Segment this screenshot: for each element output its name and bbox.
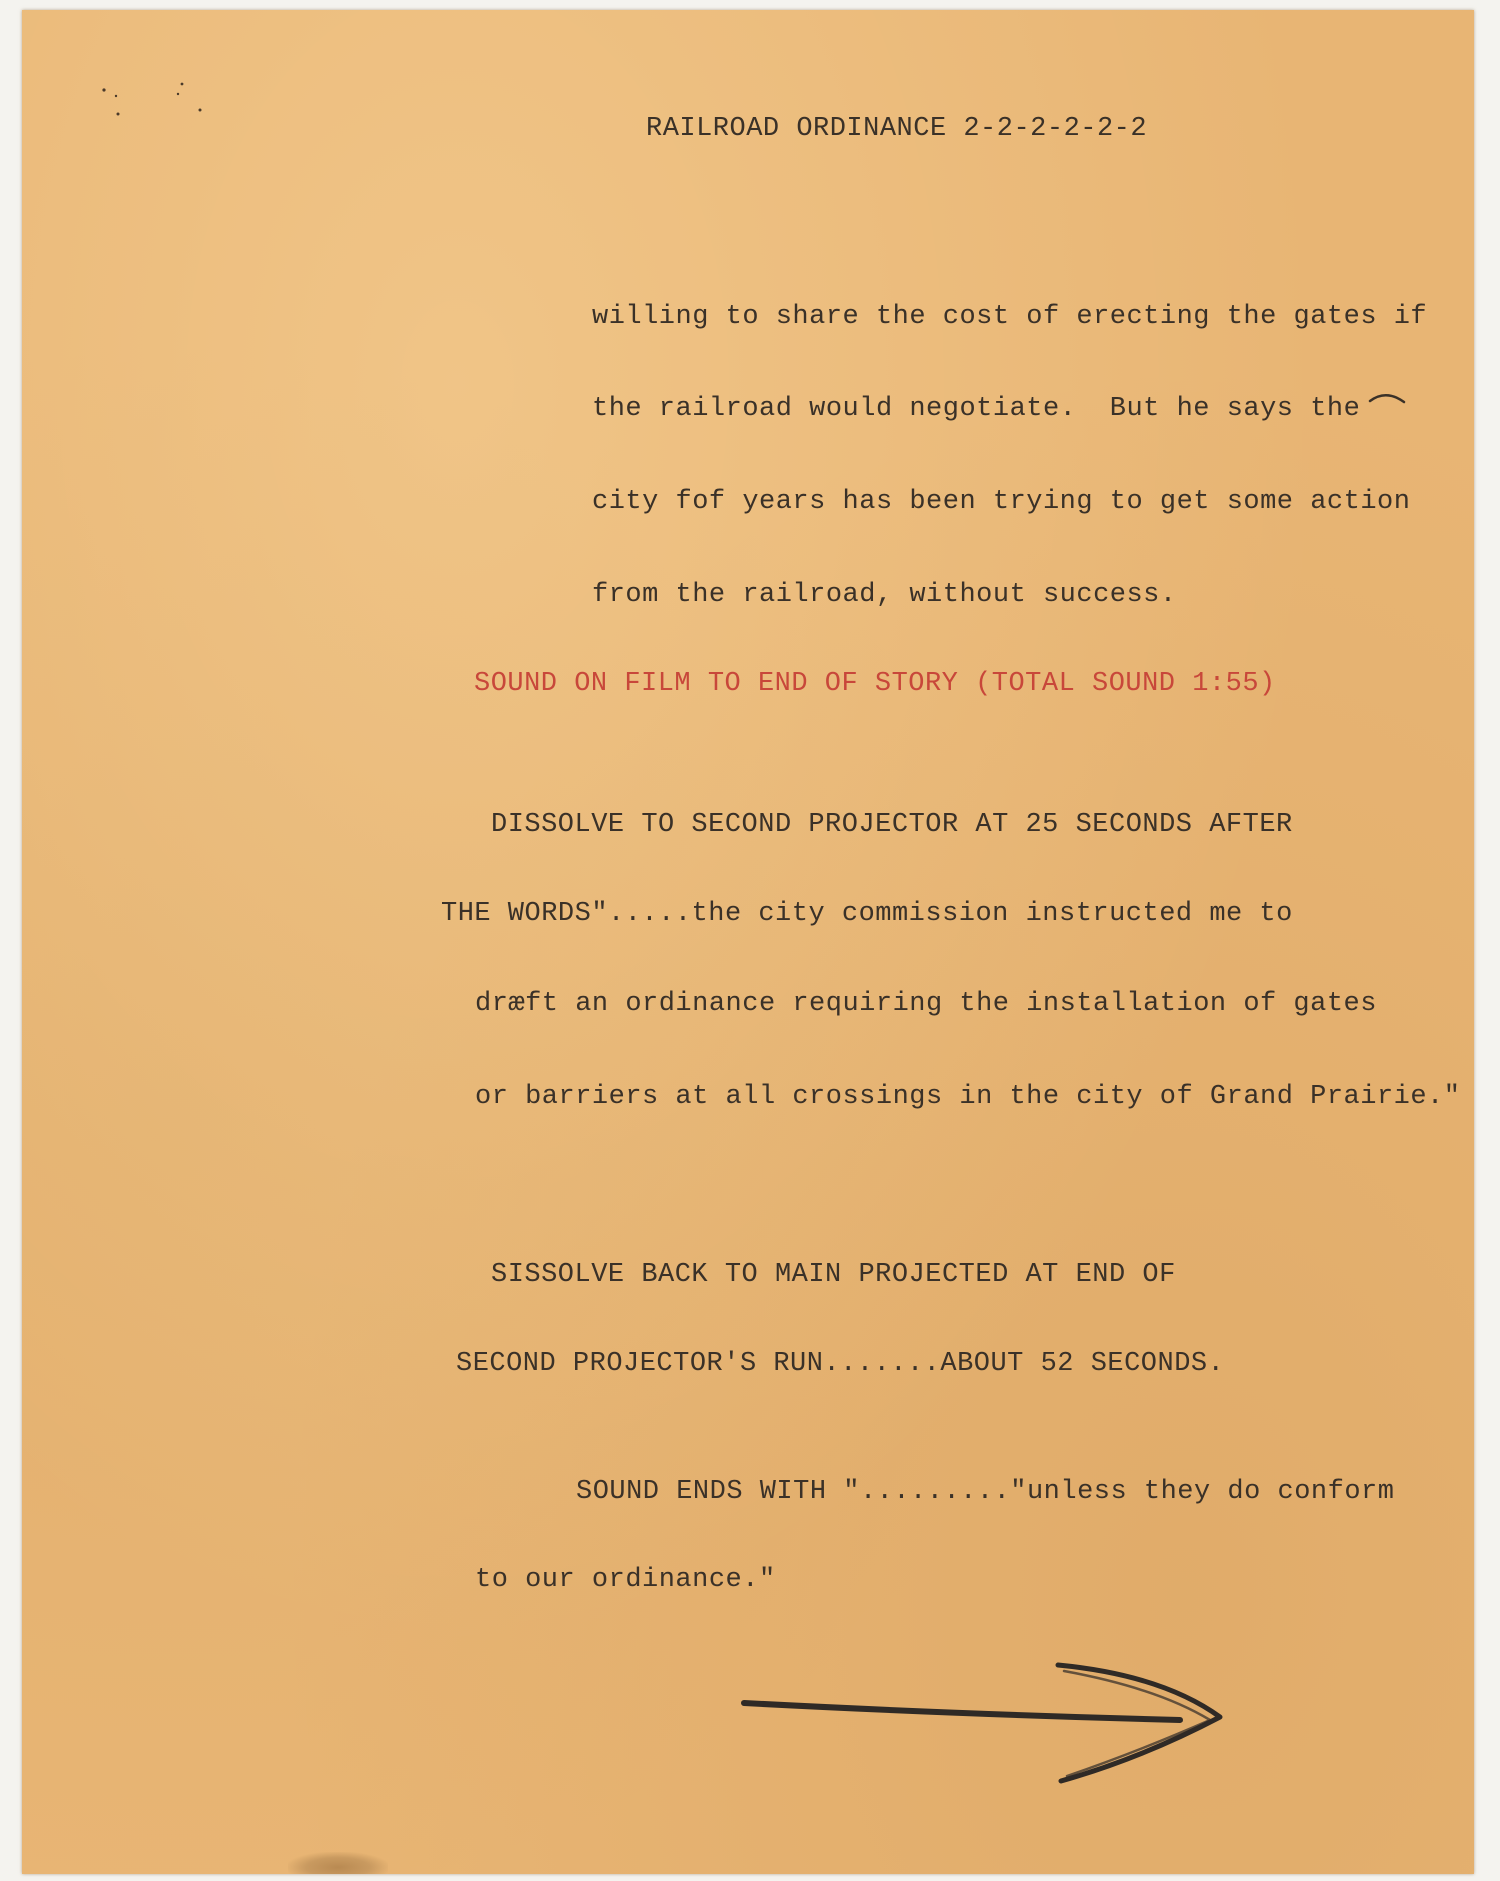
text-line-3: city fof years has been trying to get some action [592,487,1411,517]
text-line-7: THE WORDS".....the city commission instructed me to [441,899,1293,929]
text-line-9: or barriers at all crossings in the city of Grand Prairie." [475,1082,1461,1112]
speck-marks [102,83,201,116]
correction-mark [1370,395,1404,402]
text-line-10: SISSOLVE BACK TO MAIN PROJECTED AT END OF [491,1260,1176,1290]
text-line-8: dræft an ordinance requiring the installation of gates [475,989,1377,1019]
text-line-11: SECOND PROJECTOR'S RUN.......ABOUT 52 SECONDS. [456,1349,1225,1379]
text-line-12: SOUND ENDS WITH "........."unless they do conform [576,1477,1395,1507]
document-page [22,10,1474,1874]
page-header: RAILROAD ORDINANCE 2-2-2-2-2-2 [646,114,1148,144]
text-line-6: DISSOLVE TO SECOND PROJECTOR AT 25 SECONDS AFTER [491,810,1293,840]
text-line-1: willing to share the cost of erecting the gates if [592,302,1428,332]
sound-instruction: SOUND ON FILM TO END OF STORY (TOTAL SOUND 1:55) [474,669,1276,699]
hand-drawn-arrow-right-icon [744,1665,1220,1781]
text-line-13: to our ordinance." [475,1565,776,1595]
page-marks [22,10,1474,1874]
text-line-4: from the railroad, without success. [592,580,1177,610]
text-line-2: the railroad would negotiate. But he says the [592,394,1361,424]
paper-stain [288,1852,388,1874]
